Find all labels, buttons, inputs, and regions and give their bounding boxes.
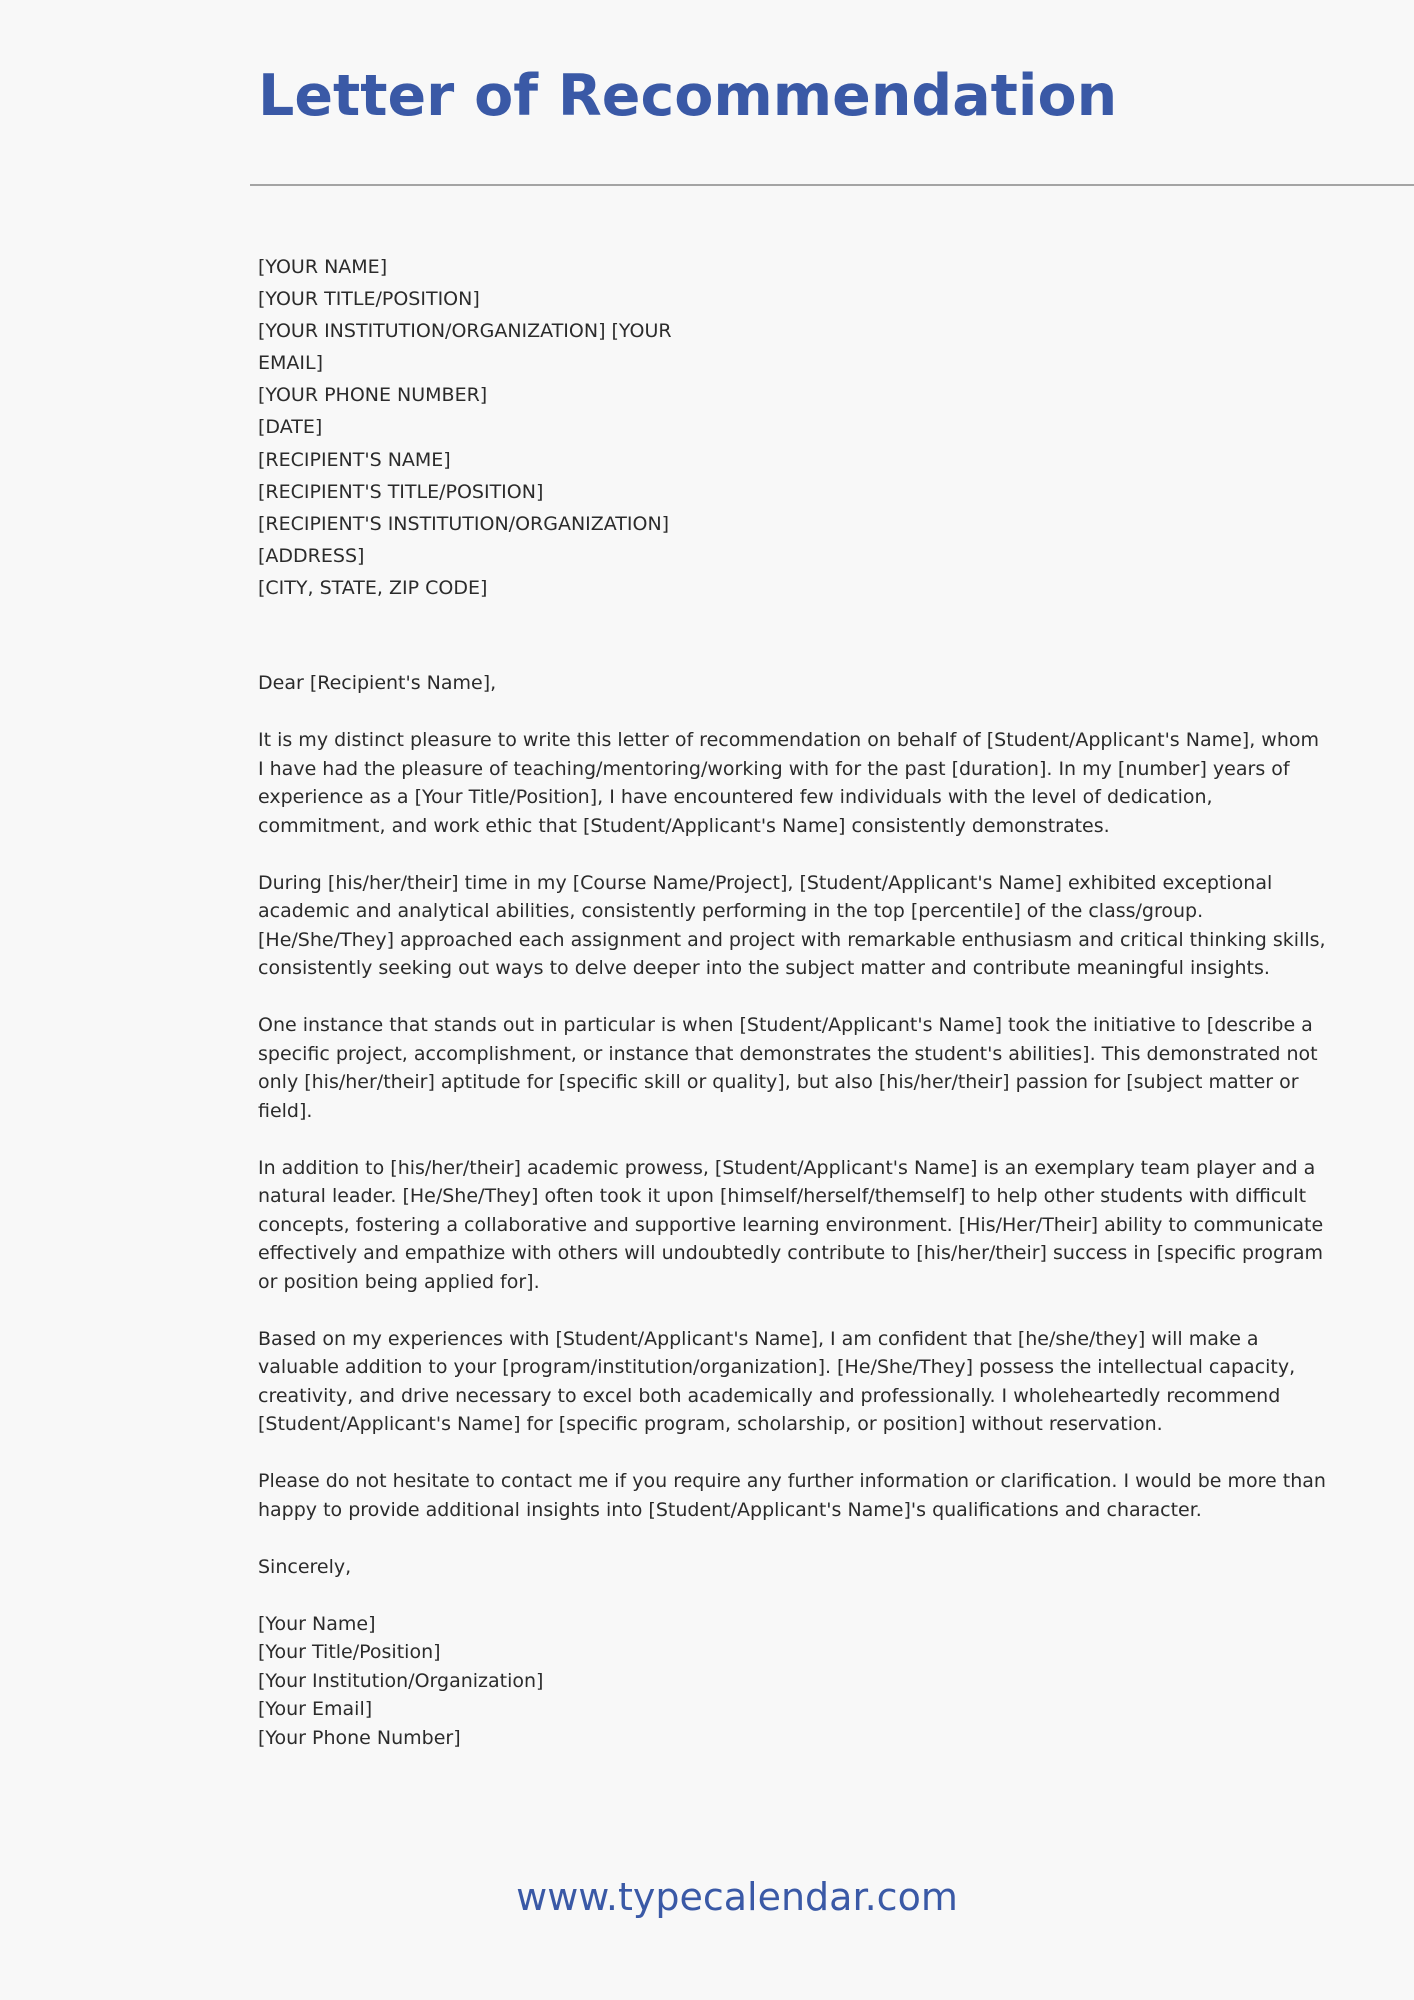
sender-name: [YOUR NAME] [258,256,388,278]
signature-phone: [Your Phone Number] [258,1726,461,1749]
signature-block [258,1610,1328,1753]
closing: Sincerely, [258,1555,352,1578]
page-title: Letter of Recommendation [258,63,1118,129]
body-paragraph: In addition to [his/her/their] academic prowess, [Student/Applicant's Name] is an exemplary team player and a natural leader. [He/She/They] often took it upon [himself/herself/themself] to help other students with difficult concepts, fostering a collaborative and supportive learning environment. [His/Her/Their] ability to communicate effectively and empathize with others will undoubtedly contribute to [his/her/their] success in [specific program or position being applied for]. [258,1156,1324,1293]
footer-website-link[interactable]: www.typecalendar.com [516,1875,958,1919]
recipient-city-state-zip: [CITY, STATE, ZIP CODE] [258,576,488,599]
sender-institution-email: [YOUR INSTITUTION/ORGANIZATION] [YOUR EMAIL] [258,320,672,375]
sender-phone: [YOUR PHONE NUMBER] [258,384,488,407]
salutation: Dear [Recipient's Name], [258,672,497,694]
signature-name: [Your Name] [258,1612,376,1635]
recipient-address: [ADDRESS] [258,544,365,567]
body-paragraph: It is my distinct pleasure to write this letter of recommendation on behalf of [Student/Applicant's Name], whom I have had the pleasure of teaching/mentoring/working with for the past [duration]. In my [number] years of experience as a [Your Title/Position], I have encountered few individuals with the level of dedication, commitment, and work ethic that [Student/Applicant's Name] consistently demonstrates. [258,729,1320,837]
letter-date: [DATE] [258,416,323,439]
sender-recipient-block [258,251,728,604]
signature-email: [Your Email] [258,1698,373,1720]
signature-title: [Your Title/Position] [258,1641,441,1663]
letter-body [258,669,1328,1752]
sender-title: [YOUR TITLE/POSITION] [258,288,480,311]
body-paragraph: Please do not hesitate to contact me if you require any further information or clarification. I would be more than happy to provide additional insights into [Student/Applicant's Name]'s qualifications and character. [258,1470,1326,1521]
body-paragraph: Based on my experiences with [Student/Applicant's Name], I am confident that [he/she/they] will make a valuable addition to your [program/institution/organization]. [He/She/They] possess the intellectual capacity, creativity, and drive necessary to excel both academically and professionally. I wholeheartedly recommend [Student/Applicant's Name] for [specific program, scholarship, or position] without reservation. [258,1327,1296,1435]
recipient-name: [RECIPIENT'S NAME] [258,448,451,471]
body-paragraph: During [his/her/their] time in my [Course Name/Project], [Student/Applicant's Name] exhibited exceptional academic and analytical abilities, consistently performing in the top [percentile] of the class/group. [He/She/They] approached each assignment and project with remarkable enthusiasm and critical thinking skills, consistently seeking out ways to delve deeper into the subject matter and contribute meaningful insights. [258,871,1326,979]
signature-institution: [Your Institution/Organization] [258,1669,544,1692]
recipient-institution: [RECIPIENT'S INSTITUTION/ORGANIZATION] [258,512,670,535]
body-paragraph: One instance that stands out in particular is when [Student/Applicant's Name] took the initiative to [describe a specific project, accomplishment, or instance that demonstrates the student's abilities]. This demonstrated not only [his/her/their] aptitude for [specific skill or quality], but also [his/her/their] passion for [subject matter or field]. [258,1014,1318,1122]
recipient-title: [RECIPIENT'S TITLE/POSITION] [258,480,544,503]
title-divider [250,184,1414,186]
